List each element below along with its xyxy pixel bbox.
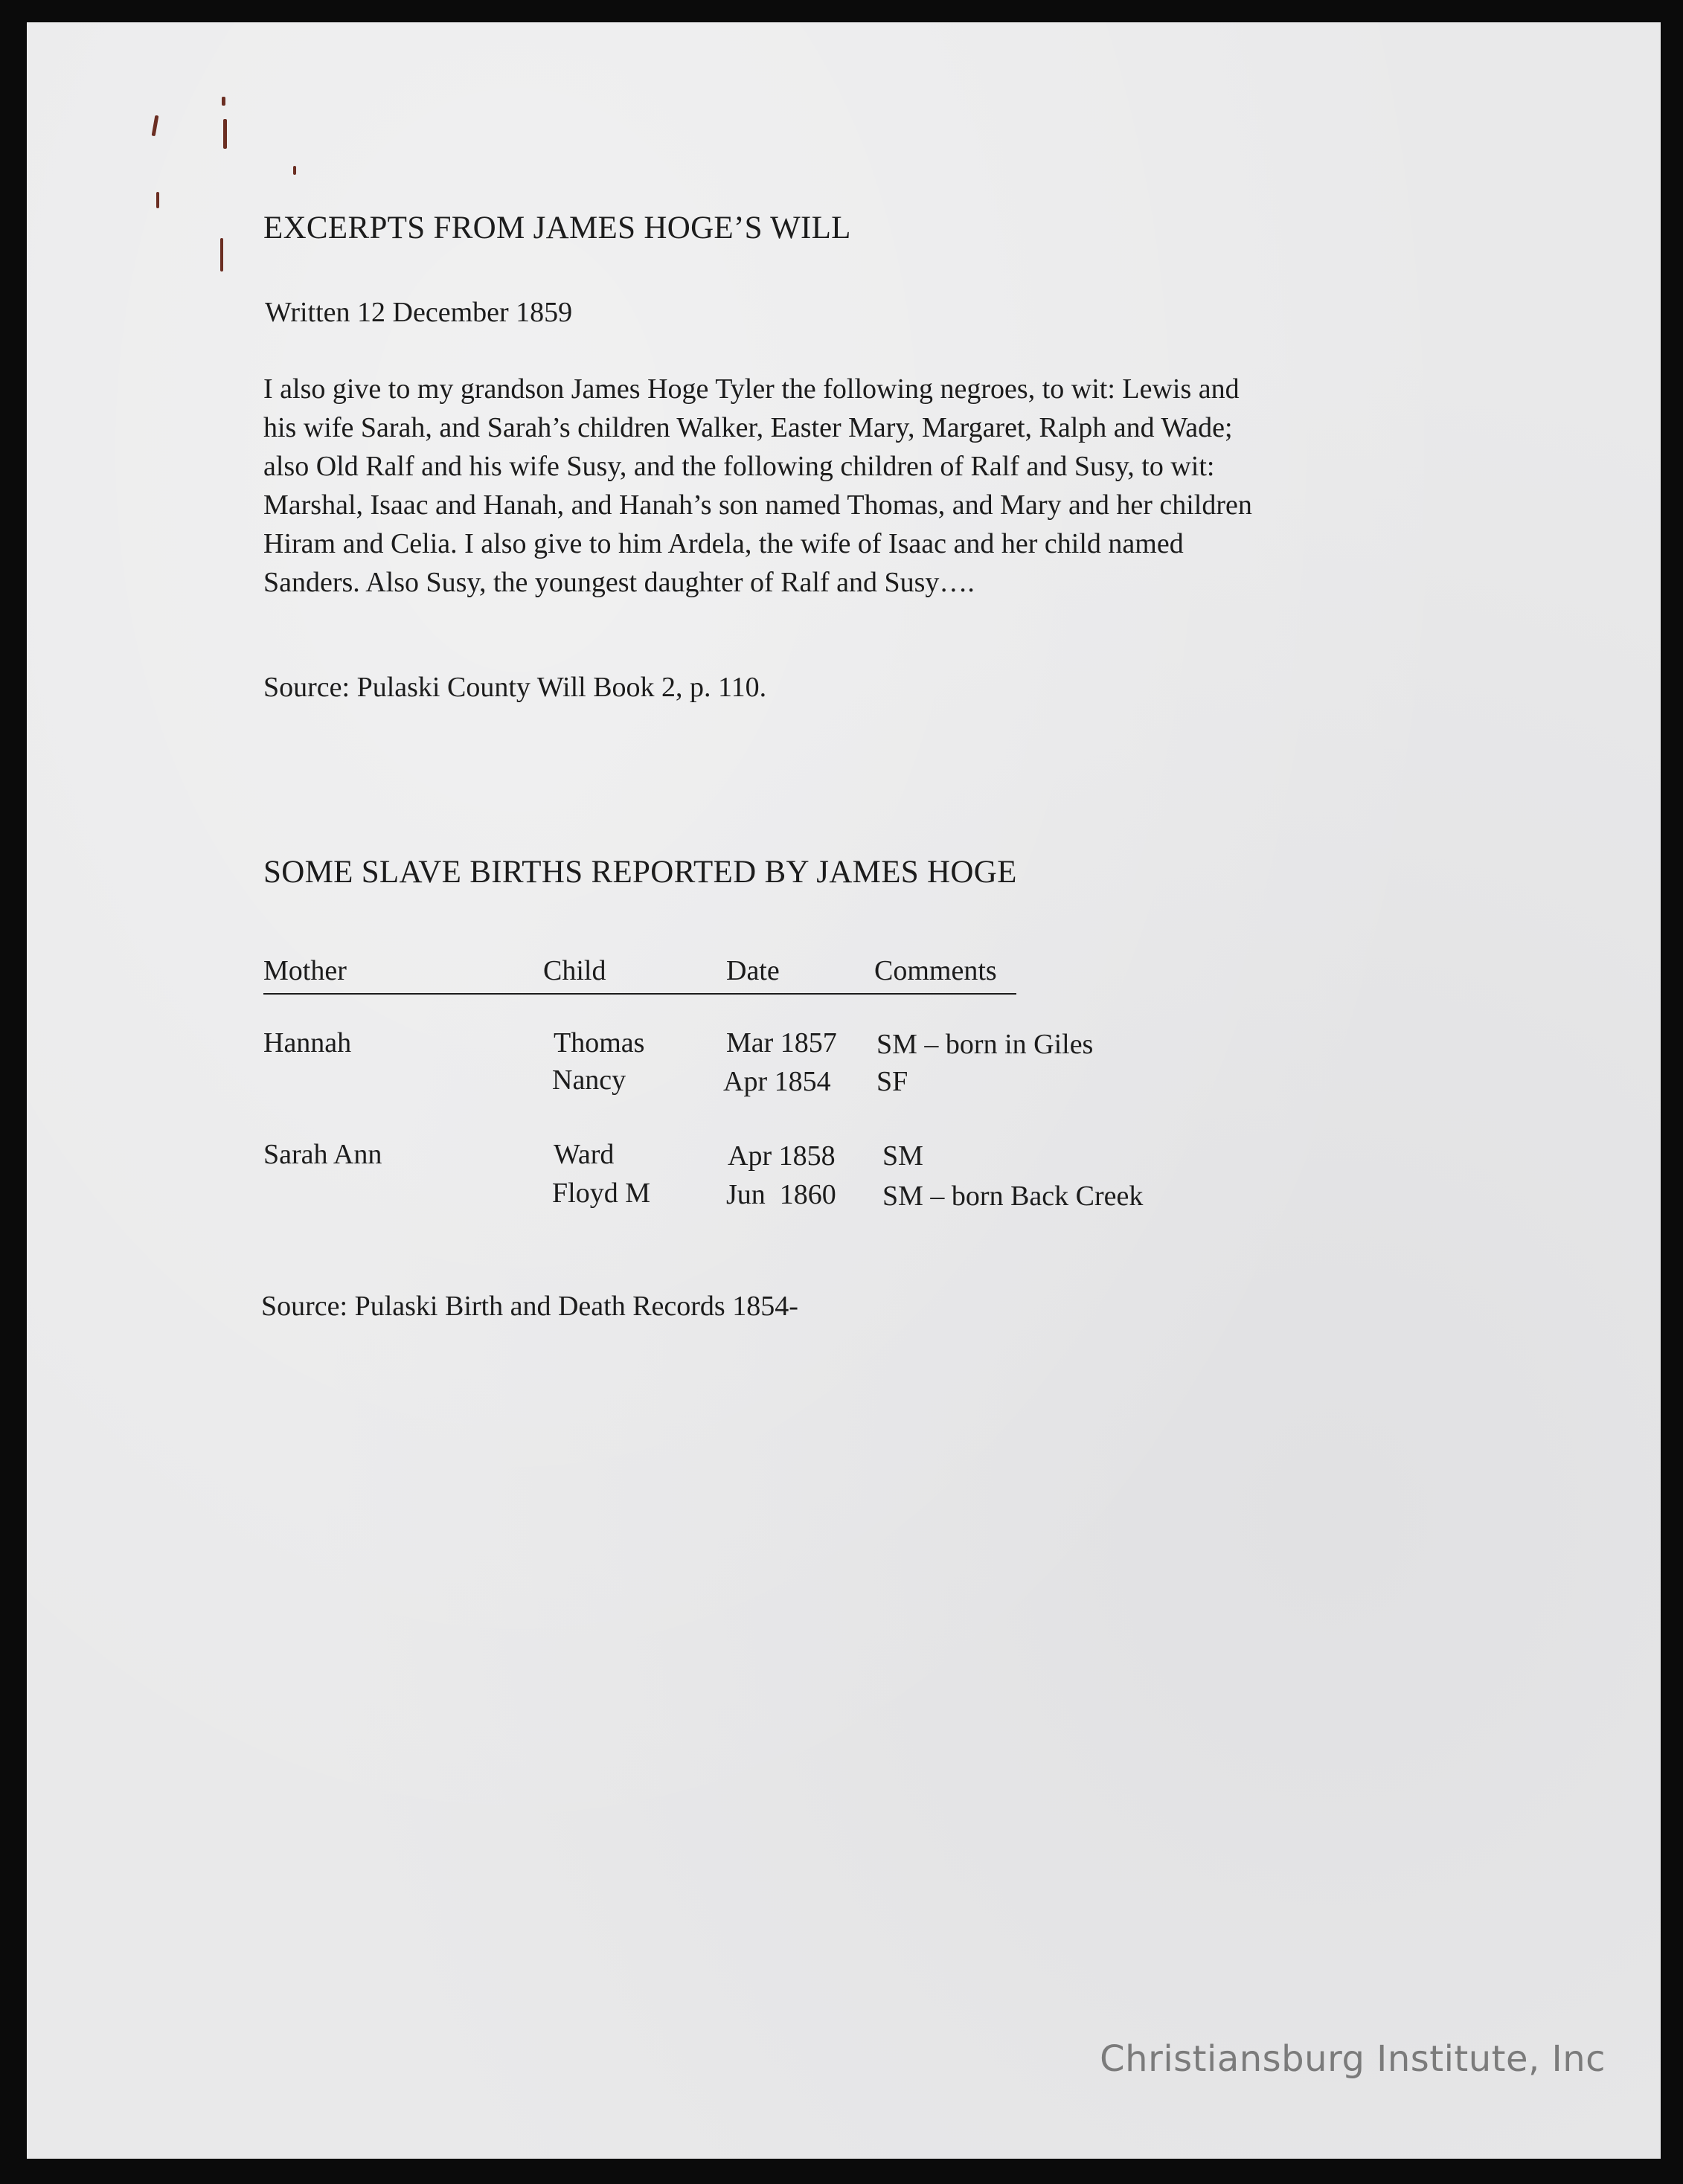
staple-mark [156, 192, 159, 208]
cell-mother: Hannah [263, 1027, 352, 1059]
will-excerpt-line: Marshal, Isaac and Hanah, and Hanah’s son named Thomas, and Mary and her children [263, 489, 1252, 521]
cell-child: Ward [554, 1139, 615, 1170]
header-underline [263, 993, 1016, 995]
cell-date: Apr 1854 [723, 1066, 831, 1097]
staple-mark [220, 238, 223, 272]
staple-mark [152, 115, 159, 136]
watermark: Christiansburg Institute, Inc [1100, 2038, 1606, 2080]
column-header-comments: Comments [874, 955, 997, 986]
staple-mark [293, 166, 296, 175]
will-excerpt-line: also Old Ralf and his wife Susy, and the following children of Ralf and Susy, to wit: [263, 451, 1215, 482]
column-header-child: Child [543, 955, 606, 986]
column-header-date: Date [726, 955, 780, 986]
cell-date: Jun 1860 [726, 1179, 836, 1210]
will-source: Source: Pulaski County Will Book 2, p. 110. [263, 672, 767, 703]
column-header-mother: Mother [263, 955, 347, 986]
cell-date: Apr 1858 [728, 1140, 836, 1172]
cell-comments: SM – born Back Creek [882, 1181, 1144, 1212]
cell-comments: SF [876, 1066, 908, 1097]
cell-child: Nancy [552, 1064, 626, 1096]
will-written-date: Written 12 December 1859 [265, 297, 573, 328]
will-excerpt-paragraph [263, 370, 1439, 602]
staple-mark [222, 97, 225, 106]
document-page [27, 22, 1661, 2159]
births-source: Source: Pulaski Birth and Death Records 1854- [261, 1291, 798, 1322]
cell-date: Mar 1857 [726, 1027, 837, 1059]
will-excerpt-line: I also give to my grandson James Hoge Tyler the following negroes, to wit: Lewis and [263, 373, 1240, 405]
will-title: EXCERPTS FROM JAMES HOGE’S WILL [263, 211, 851, 245]
births-title: SOME SLAVE BIRTHS REPORTED BY JAMES HOGE [263, 855, 1017, 890]
cell-comments: SM – born in Giles [876, 1029, 1094, 1060]
cell-comments: SM [882, 1140, 923, 1172]
cell-child: Floyd M [552, 1178, 650, 1209]
will-excerpt-line: Hiram and Celia. I also give to him Ardela, the wife of Isaac and her child named [263, 528, 1184, 559]
will-excerpt-line: Sanders. Also Susy, the youngest daughter of Ralf and Susy…. [263, 567, 975, 598]
staple-mark [223, 119, 227, 149]
cell-child: Thomas [554, 1027, 645, 1059]
cell-mother: Sarah Ann [263, 1139, 382, 1170]
will-excerpt-line: his wife Sarah, and Sarah’s children Walker, Easter Mary, Margaret, Ralph and Wade; [263, 412, 1233, 443]
